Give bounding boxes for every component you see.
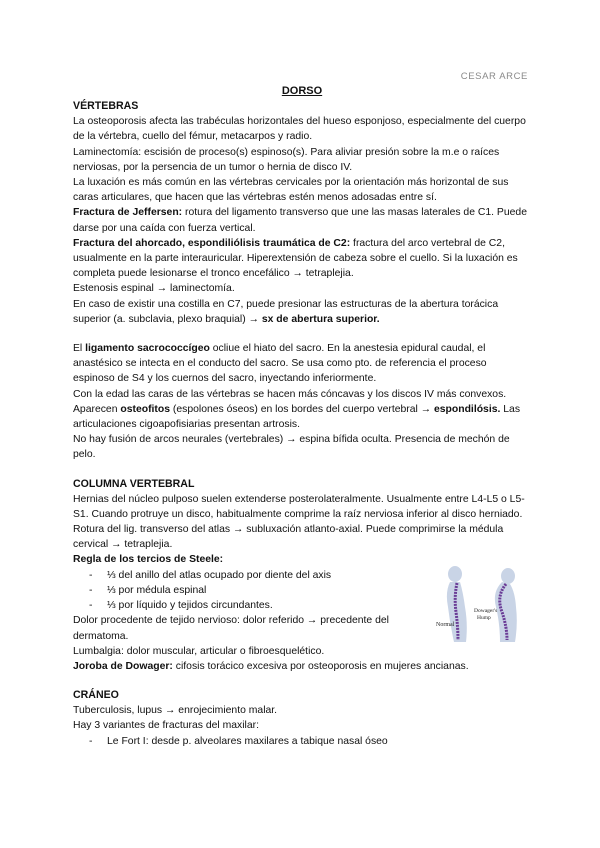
paragraph-text: ocliue el hiato del sacro. En la anestesia epidural caudal, el anastésico se intecta en el conducto del sacro. Se usa como pto. de referencia el proceso espinoso de S4 y los cuernos del sacro, inyectando inferiormente.: [73, 343, 487, 385]
label-normal: Normal: [436, 622, 455, 629]
term-bold: espondilósis.: [433, 403, 501, 415]
paragraph-osteofitos: [73, 387, 531, 433]
list-item: - ⅓ del anillo del atlas ocupado por diente del axis: [89, 568, 531, 583]
list-item: - Le Fort I: desde p. alveolares maxilares a tabique nasal óseo: [89, 734, 531, 749]
paragraph-text: Con la edad las caras de las vértebras se hacen más cóncavas y los discos IV más convexos. Aparecen: [73, 388, 507, 415]
term-bold: sx de abertura superior.: [261, 313, 380, 325]
posture-illustration: [430, 562, 530, 647]
paragraph-dowager: [73, 659, 531, 674]
normal-posture-silhouette: [447, 566, 467, 642]
paragraph-ahorcado: [73, 236, 531, 282]
paragraph-costilla: [73, 297, 531, 327]
dowager-posture-silhouette: [495, 568, 517, 642]
list-item: - ⅓ por líquido y tejidos circundantes.: [89, 598, 531, 613]
paragraph: La osteoporosis afecta las trabéculas horizontales del hueso esponjoso, especialmente del cuerpo de la vértebra, cuello del fémur, metacarpos y radio.: [73, 116, 526, 143]
paragraph-text: fractura del arco vertebral de C2, usualmente en la parte interauricular. Hiperextensión de cabeza sobre el cuello. Si la luxación es completa puede lesionarse el tronco encefálico → tetraplejia.: [73, 237, 518, 280]
dowager-hump-figure: [430, 562, 530, 647]
term-bold: Joroba de Dowager:: [73, 660, 173, 672]
label-dowager-line1: Dowager's: [474, 608, 498, 615]
fracture-list: [73, 734, 531, 749]
document-title: DORSO: [281, 85, 323, 97]
paragraph-text: rotura del ligamento transverso que une las masas laterales de C1. Puede darse por una caída con fuerza vertical.: [73, 207, 527, 234]
paragraph: Hay 3 variantes de fracturas del maxilar:: [73, 720, 259, 732]
paragraph-text: cifosis torácico excesiva por osteoporosis en mujeres ancianas.: [172, 660, 469, 672]
paragraph-text: (espolones óseos) en los bordes del cuerpo vertebral →: [170, 403, 434, 415]
paragraph: Dolor procedente de tejido nervioso: dolor referido → precedente del dermatoma.: [73, 615, 389, 642]
section-heading-craneo: CRÁNEO: [73, 689, 119, 702]
paragraph: Estenosis espinal → laminectomía.: [73, 283, 235, 295]
author-name: CESAR ARCE: [460, 71, 528, 82]
paragraph: Hernias del núcleo pulposo suelen extenderse posterolateralmente. Usualmente entre L4-L5 o L5-S1. Cuando protruye un disco, habitualmente comprime la raíz nerviosa inferior al disco herniado.: [73, 493, 525, 520]
term-bold: osteofitos: [120, 403, 171, 415]
paragraph-text: El: [73, 343, 86, 355]
paragraph-jeffersen: [73, 205, 531, 235]
paragraph: Lumbalgia: dolor muscular, articular o fibroesquelético.: [73, 645, 325, 657]
document-body: [73, 84, 531, 749]
paragraph: Tuberculosis, lupus → enrojecimiento malar.: [73, 705, 278, 717]
term-bold: Fractura de Jeffersen:: [73, 207, 183, 219]
label-dowager-line2: Hump: [477, 615, 491, 622]
list-item: - ⅓ por médula espinal: [89, 583, 531, 598]
paragraph: Laminectomía: escisión de proceso(s) espinoso(s). Para aliviar presión sobre la m.e o raíces nerviosas, por la persencia de un tumor o hernia de disco IV.: [73, 146, 500, 173]
steele-block: [73, 552, 531, 643]
paragraph-text: En caso de existir una costilla en C7, puede presionar las estructuras de la abertura torácica superior (a. subclavia, plexo braquial) →: [73, 298, 499, 325]
paragraph: La luxación es más común en las vértebras cervicales por la orientación más horizontal de sus caras articulares, que hacen que las vértebras estén menos adosadas entre sí.: [73, 177, 509, 204]
section-heading-columna: COLUMNA VERTEBRAL: [73, 477, 195, 490]
paragraph-text: Las articulaciones cigoapofisiarias presentan artrosis.: [73, 403, 521, 431]
paragraph: Rotura del lig. transverso del atlas → subluxación atlanto-axial. Puede comprimirse la médula cervical → tetraplejia.: [73, 524, 504, 551]
term-bold: Fractura del ahorcado, espondiliólisis traumática de C2:: [73, 237, 351, 249]
term-bold: Regla de los tercios de Steele:: [73, 554, 224, 566]
paragraph-sacrococcigeo: [73, 341, 531, 387]
paragraph: No hay fusión de arcos neurales (vertebrales) → espina bífida oculta. Presencia de mechón de pelo.: [73, 434, 510, 461]
section-heading-vertebras: VÉRTEBRAS: [73, 100, 139, 113]
term-bold: ligamento sacrococcígeo: [85, 343, 210, 355]
